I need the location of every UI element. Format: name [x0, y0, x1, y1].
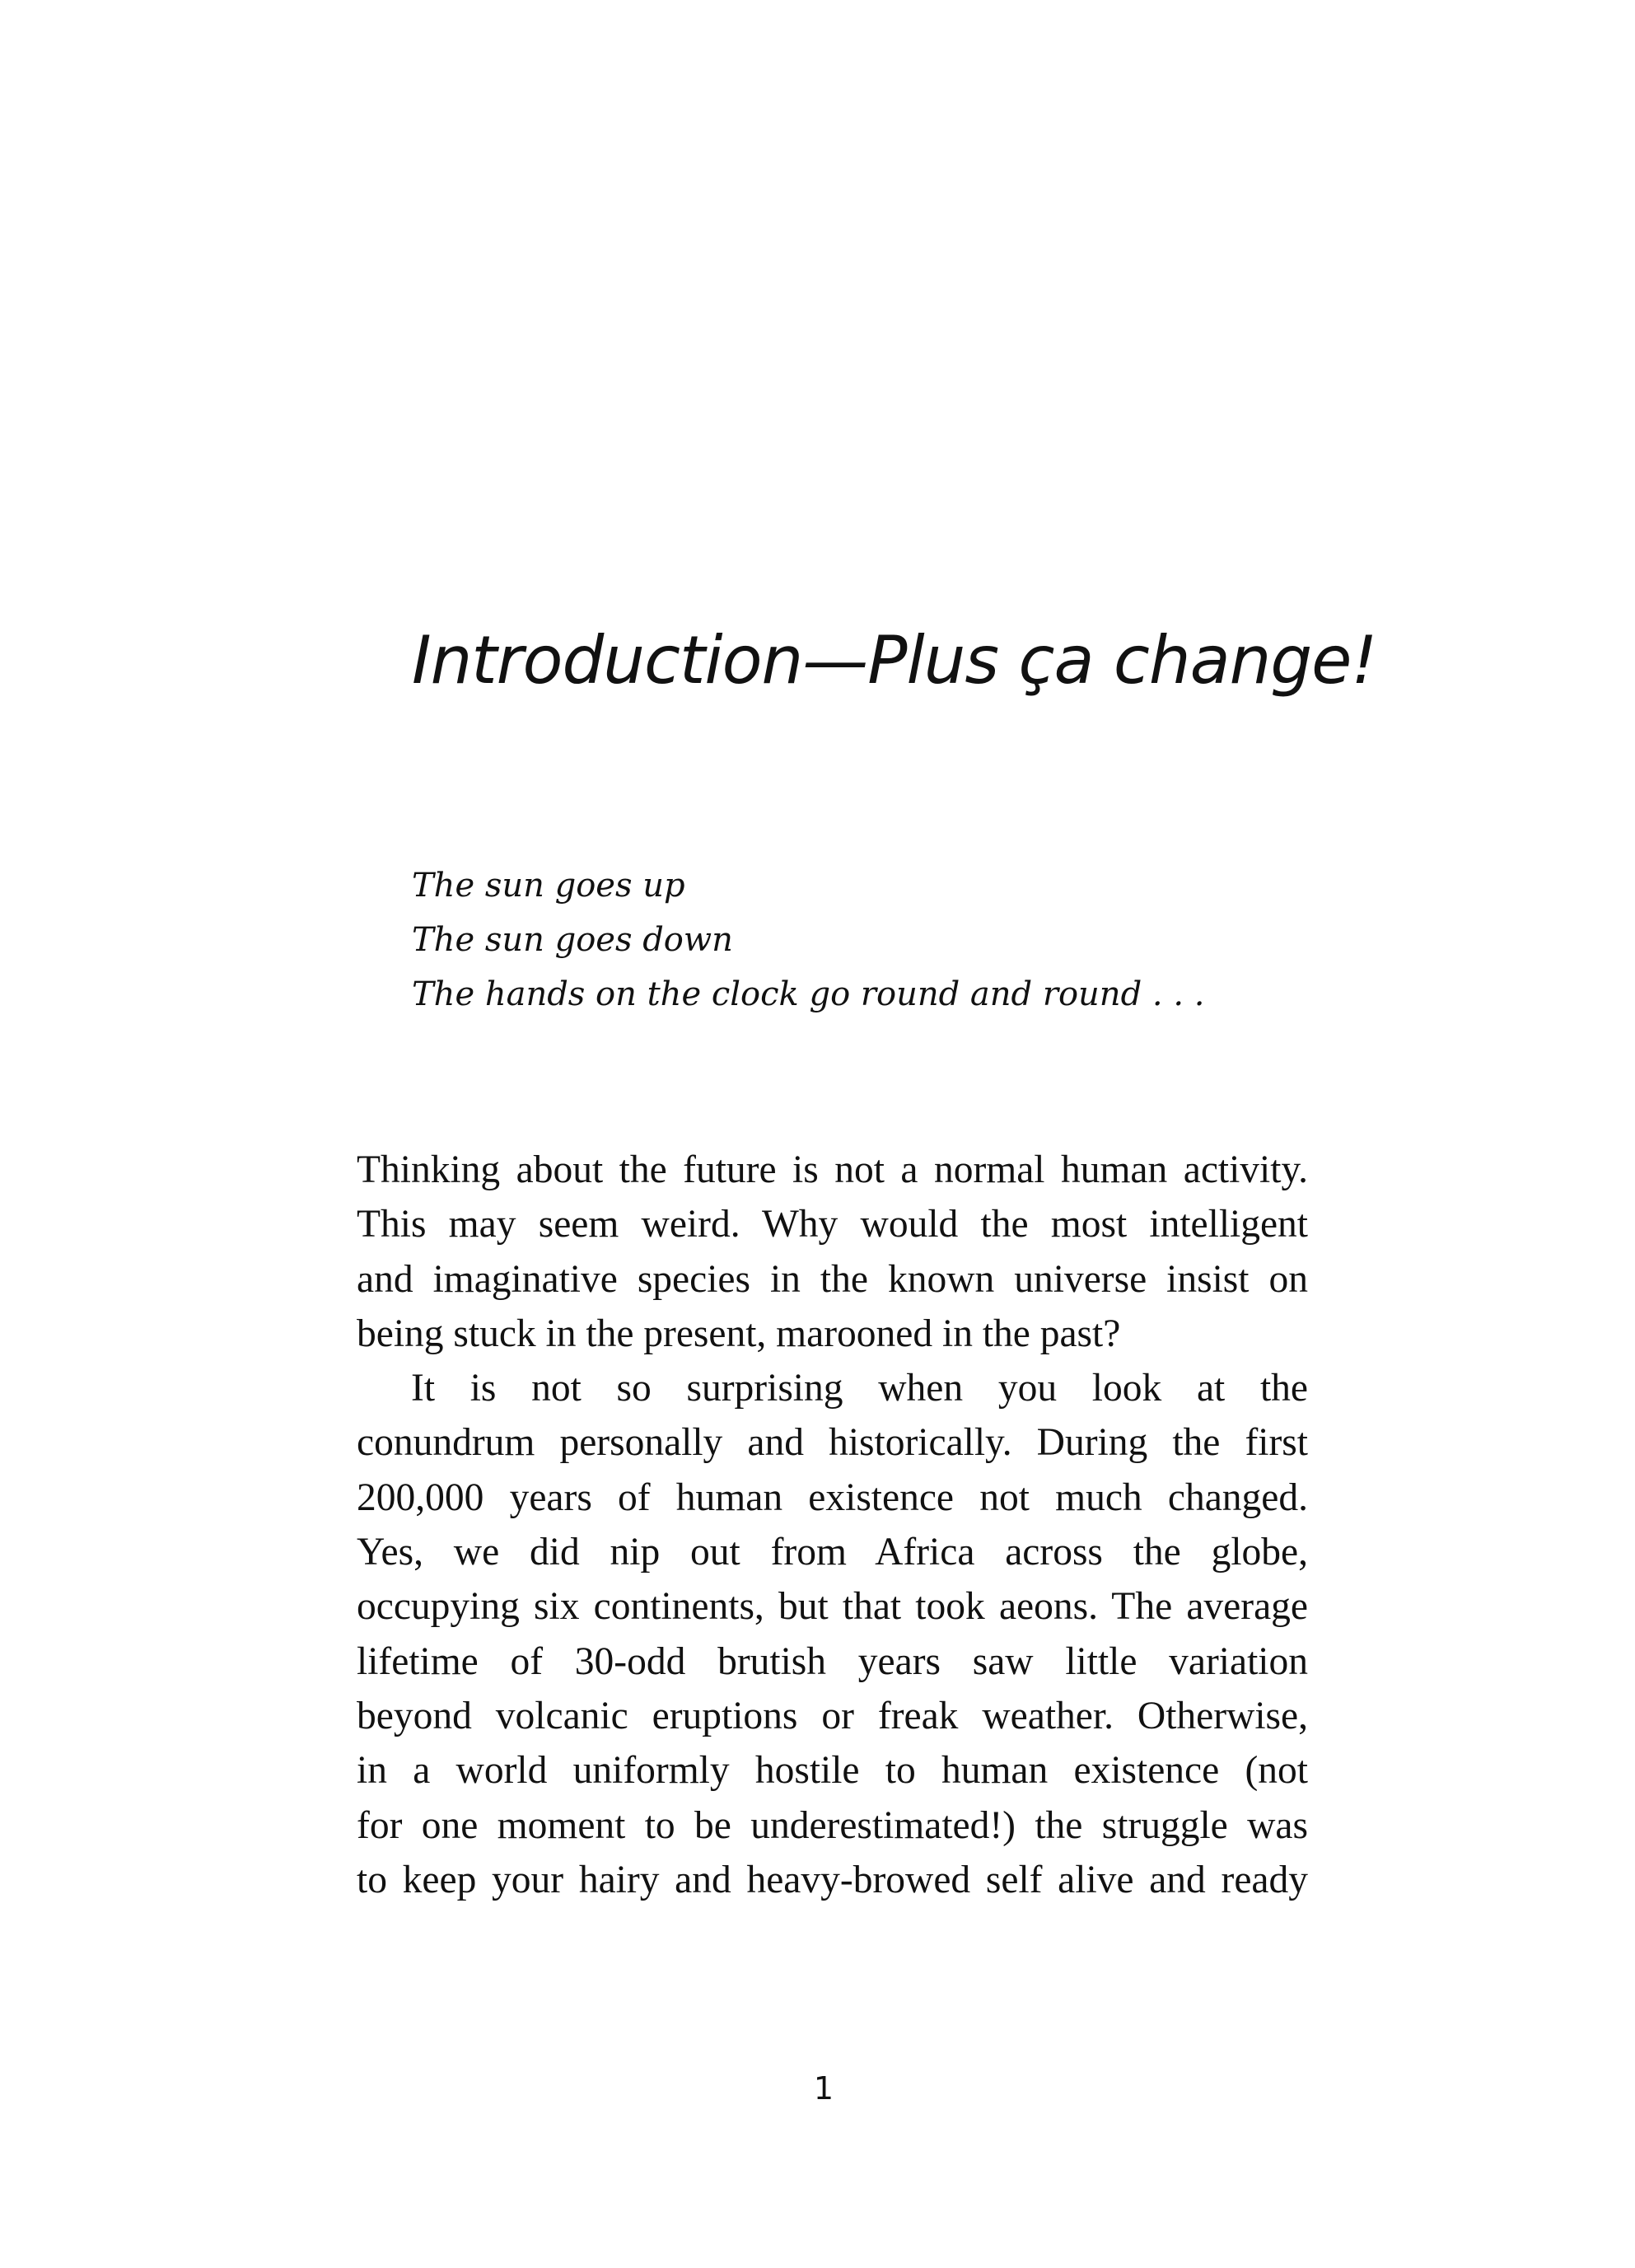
text-line: Yes, we did nip out from Africa across the globe, — [357, 1531, 1308, 1574]
text-line: Thinking about the future is not a normal human activity. — [357, 1148, 1308, 1191]
epigraph-line: The sun goes down — [412, 921, 733, 959]
epigraph-line: The hands on the clock go round and round . . . — [412, 975, 1205, 1013]
text-line: to keep your hairy and heavy-browed self alive and ready — [357, 1858, 1308, 1901]
text-line: 200,000 years of human existence not much changed. — [357, 1475, 1308, 1519]
text-line: lifetime of 30-odd brutish years saw little variation — [357, 1639, 1308, 1683]
body-text — [357, 1143, 1308, 1907]
text-line: being stuck in the present, marooned in the past? — [357, 1312, 1121, 1355]
text-line: This may seem weird. Why would the most intelligent — [357, 1203, 1308, 1246]
page-number: 1 — [813, 2070, 834, 2107]
epigraph-line: The sun goes up — [412, 867, 685, 905]
text-line: It is not so surprising when you look at the — [411, 1367, 1308, 1410]
text-line: and imaginative species in the known universe insist on — [357, 1257, 1308, 1301]
epigraph — [412, 858, 1236, 1022]
text-line: for one moment to be underestimated!) the struggle was — [357, 1803, 1308, 1847]
text-line: occupying six continents, but that took aeons. The average — [357, 1585, 1308, 1629]
paragraph-1 — [357, 1143, 1308, 1361]
paragraph-2 — [357, 1361, 1308, 1907]
chapter-title: Introduction—Plus ça change! — [412, 622, 1377, 699]
text-line: beyond volcanic eruptions or freak weather. Otherwise, — [357, 1694, 1308, 1737]
text-line: in a world uniformly hostile to human existence (not — [357, 1749, 1308, 1793]
text-line: conundrum personally and historically. During the first — [357, 1421, 1308, 1465]
